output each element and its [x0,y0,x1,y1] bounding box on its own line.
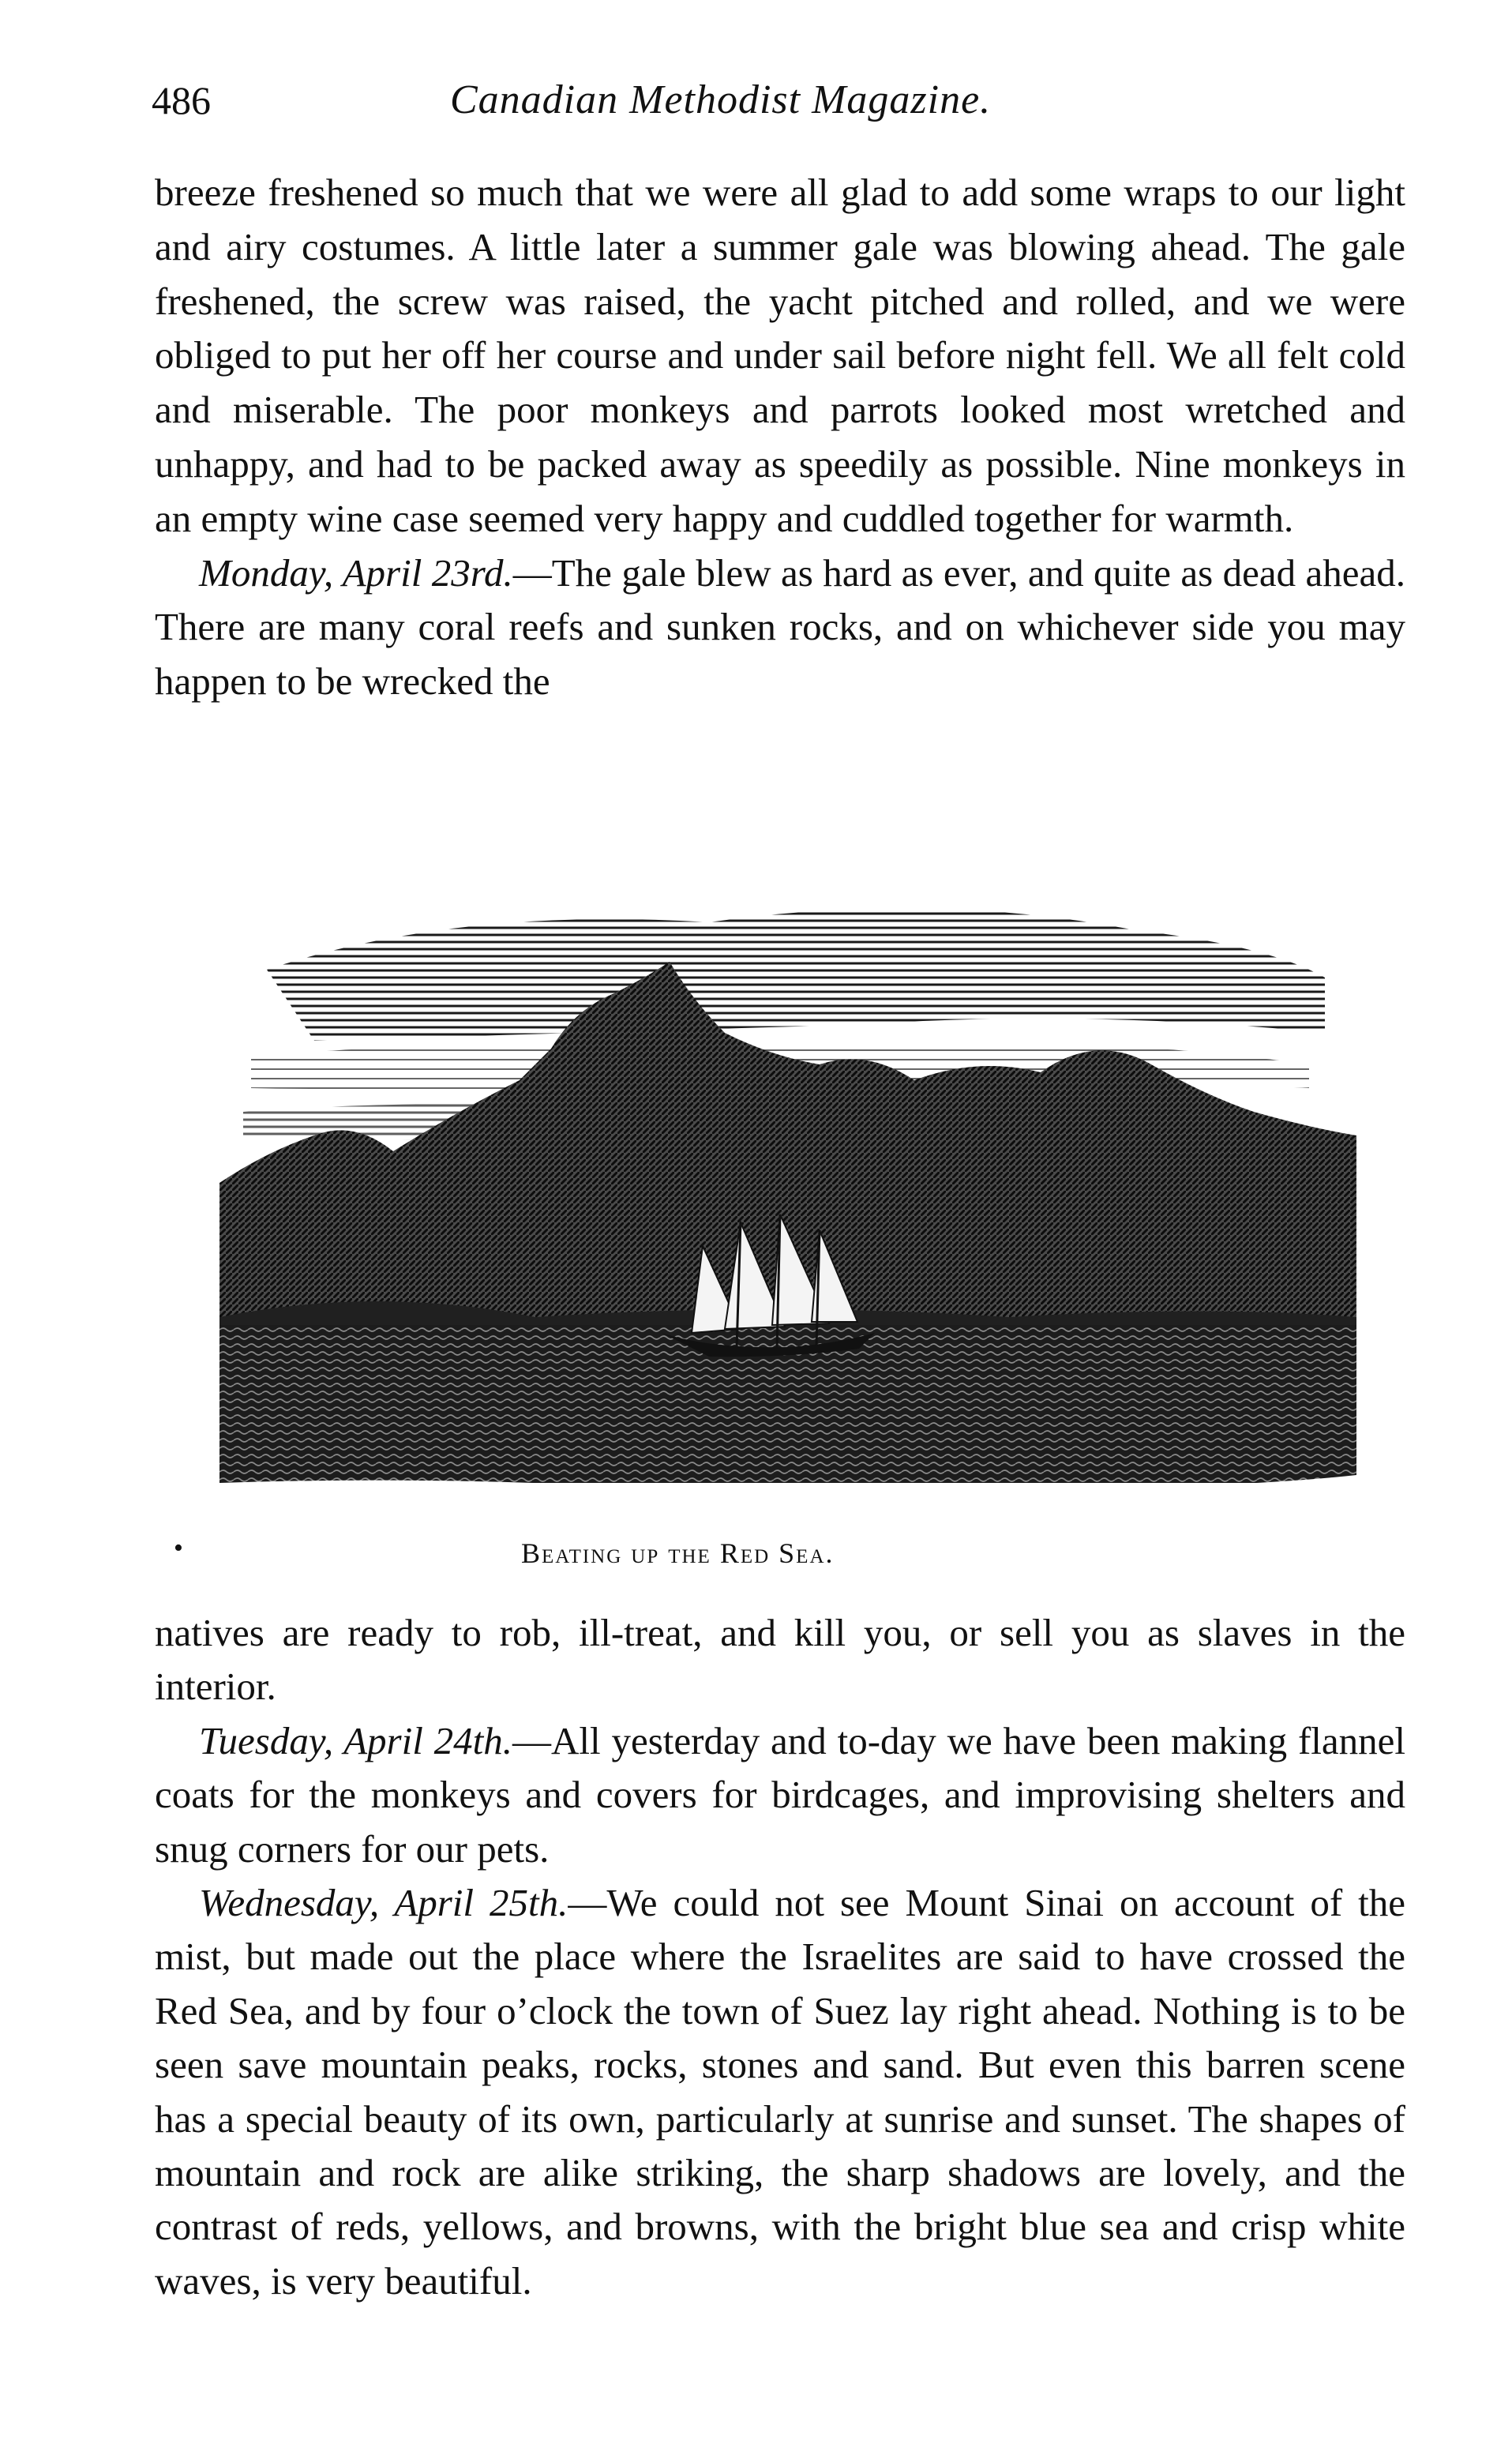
paragraph: breeze freshened so much that we were all glad to add some wraps to our light and airy costumes. A little later a summer gale was blowing ahead. The gale freshened, the screw was raised, the yacht pitched and rolled, and we were obliged to put her off her course and under sail before night fell. We all felt cold and miserable. The poor monkeys and parrots looked most wretched and unhappy, and had to be packed away as speedily as possible. Nine monkeys in an empty wine case seemed very happy and cuddled together for warmth. [155,171,1405,540]
date-heading: Tuesday, April 24th. [199,1718,513,1762]
figure-caption: Beating up the Red Sea. [521,1537,835,1569]
paragraph-text: —All yesterday and to-day we have been making flannel coats for the monkeys and covers for birdcages, and improvising shelters and snug corners for our pets. [155,1718,1406,1871]
text-block-top [155,166,1405,709]
paragraph-text: —The gale blew as hard as ever, and quite as dead ahead. There are many coral reefs and sunken rocks, and on whichever side you may happen to be wrecked the [155,550,1405,704]
engraving-illustration [219,875,1356,1507]
date-heading: Monday, April 23rd. [199,550,513,595]
engraving-ship-mountains-icon [219,875,1356,1507]
paragraph: natives are ready to rob, ill-treat, and kill you, or sell you as slaves in the interior. [155,1611,1405,1709]
running-head [152,73,1394,136]
paragraph-text: —We could not see Mount Sinai on account of the mist, but made out the place where the Israelites are said to have crossed the Red Sea, and by four o’clock the town of Suez lay right ahead. Nothing is to be seen save mountain peaks, rocks, stones and sand. But even this barren scene has a special beauty of its own, particularly at sunrise and sunset. The shapes of mountain and rock are alike striking, the sharp shadows are lovely, and the contrast of reds, yellows, and browns, with the bright blue sea and crisp white waves, is very beautiful. [155,1881,1405,2303]
text-block-bottom [155,1606,1405,2308]
running-title: Canadian Methodist Magazine. [450,77,992,122]
date-heading: Wednesday, April 25th. [199,1881,568,1925]
paragraph-dated [155,1876,1405,2308]
page-number: 486 [152,78,211,122]
paragraph-dated [155,1714,1405,1876]
paragraph-dated [155,546,1405,709]
caption-mark: • [174,1533,183,1563]
